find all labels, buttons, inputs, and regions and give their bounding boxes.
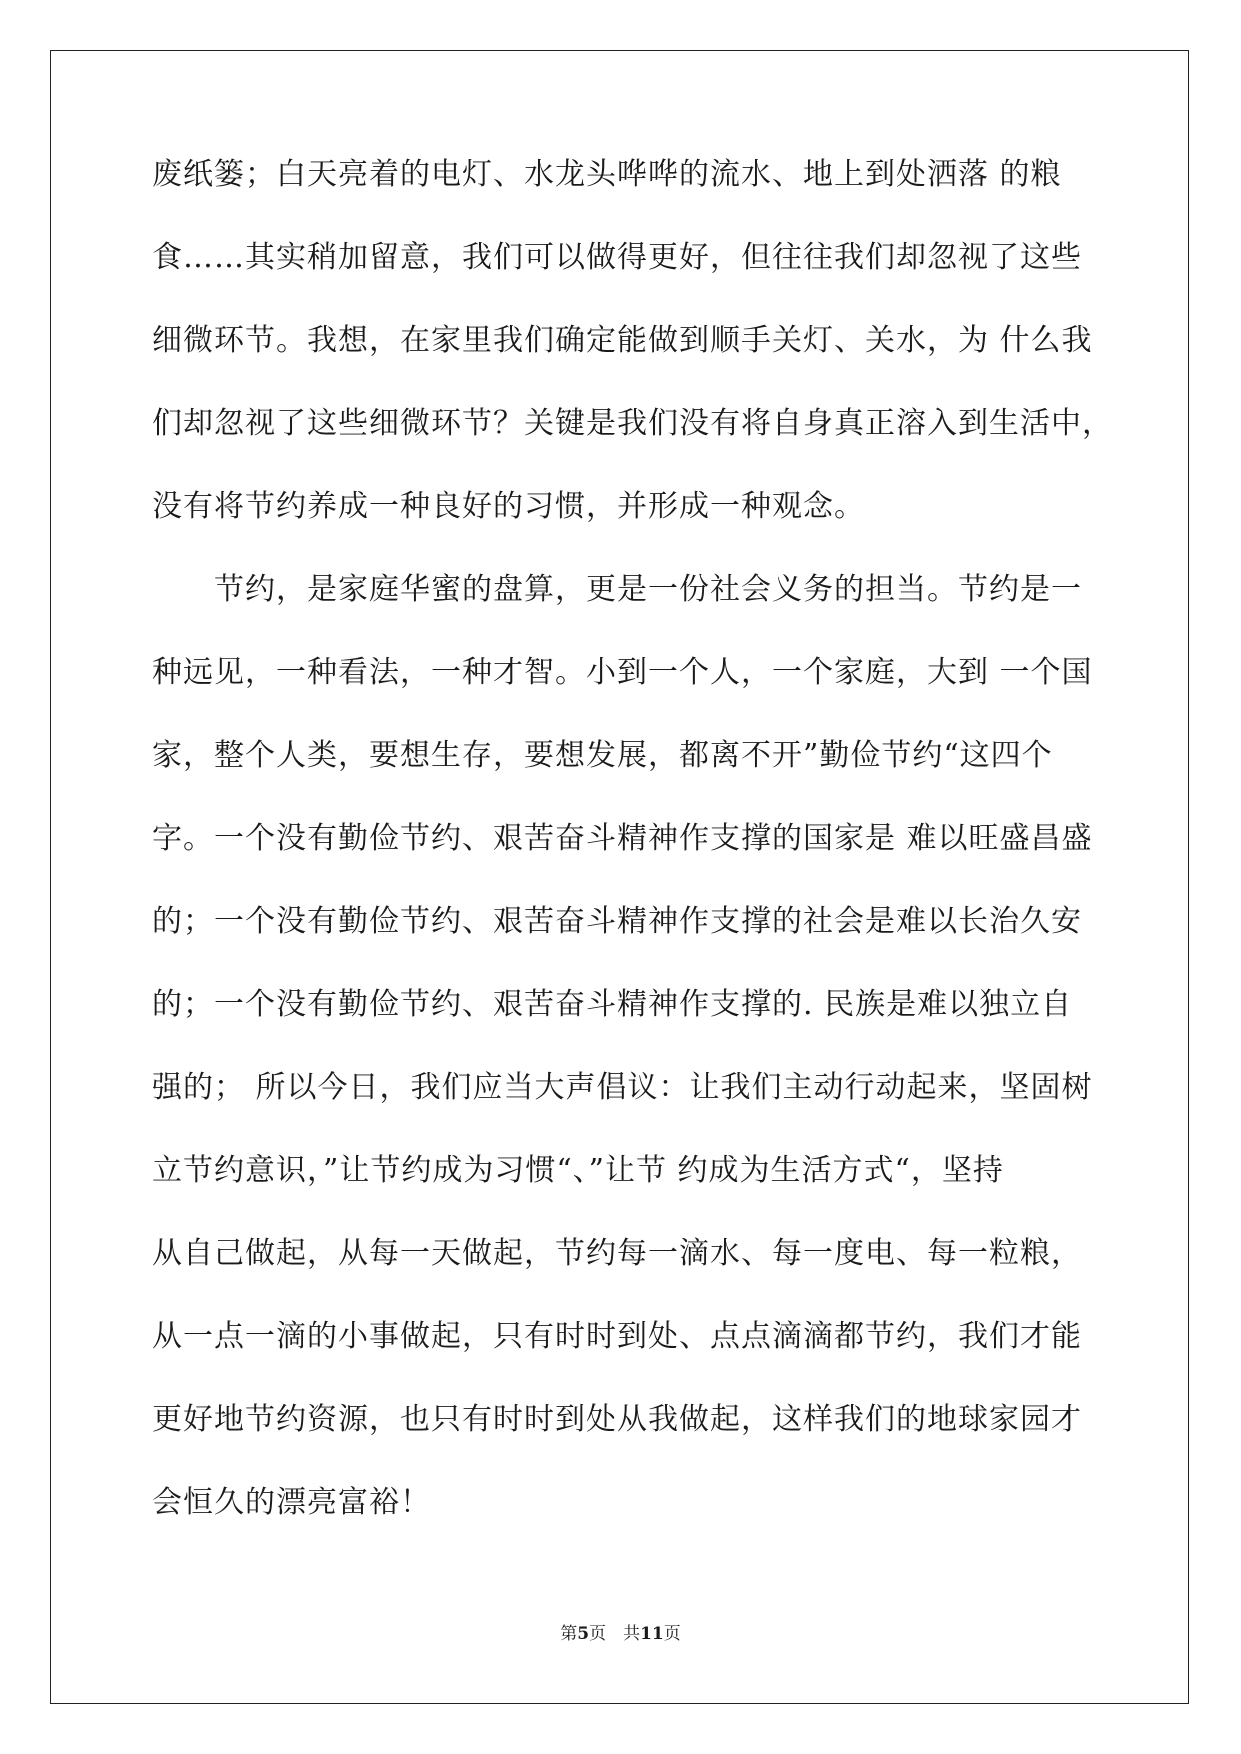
text-line: 从一点一滴的小事做起，只有时时到处、点点滴滴都节约，我们才能 (152, 1319, 1082, 1354)
text-line: 从自己做起，从每一天做起，节约每一滴水、每一度电、每一粒粮， (152, 1236, 1082, 1271)
page-footer (0, 1624, 1241, 1644)
text-line: 废纸篓；白天亮着的电灯、水龙头哗哗的流水、地上到处洒落 的粮 (152, 157, 1062, 192)
footer-mid: 页 共 (589, 1624, 641, 1644)
text-line: 食……其实稍加留意，我们可以做得更好，但往往我们却忽视了这些 (152, 240, 1082, 275)
total-page-count: 11 (640, 1624, 664, 1644)
text-line: 更好地节约资源，也只有时时到处从我做起，这样我们的地球家园才 (152, 1402, 1082, 1437)
text-line: 种远见，一种看法，一种才智。小到一个人，一个家庭，大到 一个国 (152, 655, 1093, 690)
footer-suffix: 页 (663, 1624, 681, 1644)
text-line: 强的； 所以今日，我们应当大声倡议：让我们主动行动起来，坚固树 (152, 1070, 1093, 1105)
document-body (152, 157, 1113, 1571)
text-line: 家，整个人类，要想生存，要想发展，都离不开”勤俭节约“这四个 (152, 738, 1053, 773)
text-line: 细微环节。我想，在家里我们确定能做到顺手关灯、关水，为 什么我 (152, 323, 1093, 358)
footer-prefix: 第 (560, 1624, 578, 1644)
text-line: 的；一个没有勤俭节约、艰苦奋斗精神作支撑的社会是难以长治久安 (152, 904, 1082, 939)
current-page-number: 5 (577, 1624, 590, 1644)
text-line: 没有将节约养成一种良好的习惯，并形成一种观念。 (152, 489, 865, 524)
text-line: 的；一个没有勤俭节约、艰苦奋斗精神作支撑的. 民族是难以独立自 (152, 987, 1073, 1022)
text-line: 们却忽视了这些细微环节？关键是我们没有将自身真正溶入到生活中， (152, 406, 1113, 441)
text-line: 节约，是家庭华蜜的盘算，更是一份社会义务的担当。节约是一 (152, 572, 1082, 607)
text-line: 字。一个没有勤俭节约、艰苦奋斗精神作支撑的国家是 难以旺盛昌盛 (152, 821, 1093, 856)
text-line: 立节约意识，”让节约成为习惯“、”让节 约成为生活方式“，坚持 (152, 1153, 1004, 1188)
text-line: 会恒久的漂亮富裕！ (152, 1485, 431, 1520)
